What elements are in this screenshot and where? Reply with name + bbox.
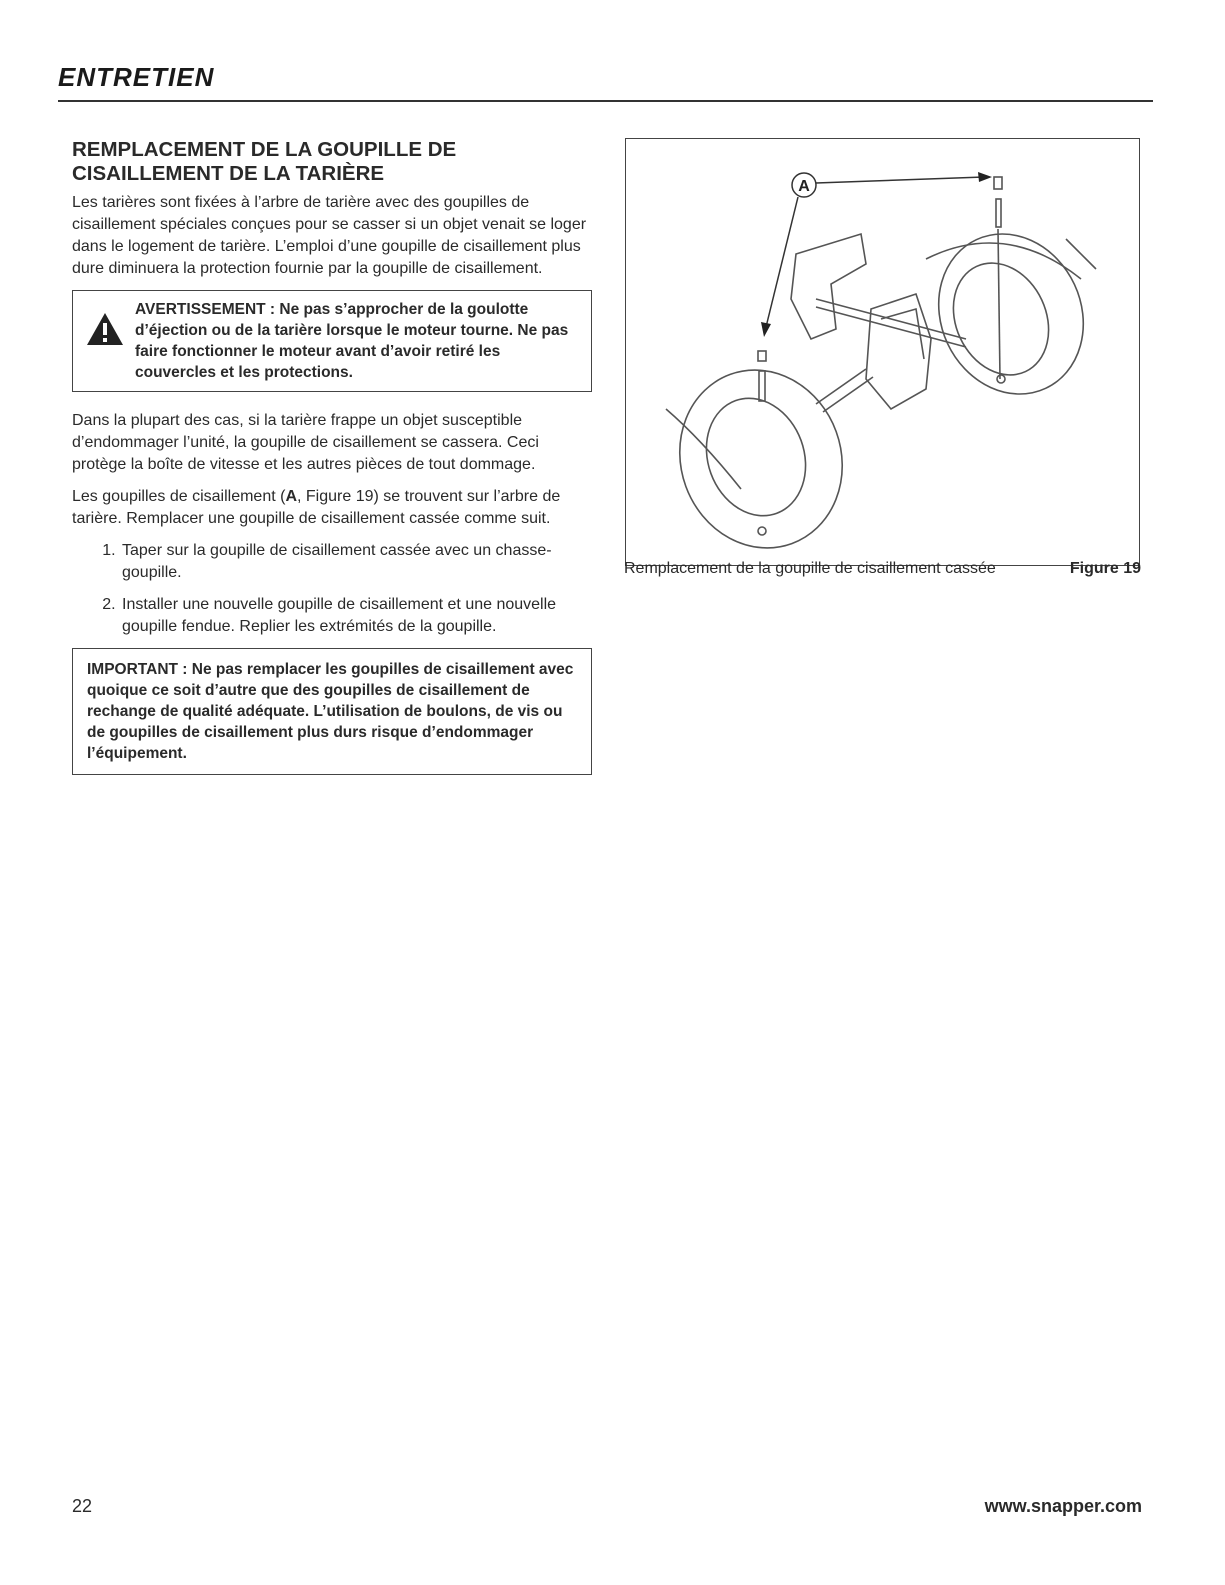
warning-text: AVERTISSEMENT : Ne pas s’approcher de la goulotte d’éjection ou de la tarière lorsque le moteur tourne. Ne pas faire fonctionner le moteur avant d’avoir retiré les couvercles et les protections. xyxy=(135,301,569,381)
website-link[interactable]: www.snapper.com xyxy=(984,1496,1142,1516)
page-number: 22 xyxy=(72,1496,93,1516)
warning-box xyxy=(72,290,592,392)
step-item-1: 1. Taper sur la goupille de cisaillement cassée avec un chasse-goupille. xyxy=(120,540,592,584)
callout-a-reference: A xyxy=(285,488,298,505)
figure-frame xyxy=(625,138,1140,566)
header-rule xyxy=(58,100,1153,102)
callout-a-label: A xyxy=(798,178,810,195)
figure-number: Figure 19 xyxy=(1069,560,1141,577)
paragraph-3-end: , Figure 19) se trouvent sur l’arbre de tarière. Remplacer une goupille de cisaillement cassée comme suit. xyxy=(72,488,561,527)
paragraph-2: Dans la plupart des cas, si la tarière frappe un objet susceptible d’endommager l’unité, la goupille de cisaillement se cassera. Ceci protège la boîte de vitesse et les autres pièces de tout dommage. xyxy=(72,412,539,473)
caption-text: Remplacement de la goupille de cisaillement cassée xyxy=(624,560,996,577)
intro-paragraph: Les tarières sont fixées à l’arbre de tarière avec des goupilles de cisaillement spéciales conçues pour se casser si un objet venait se loger dans le logement de tarière. L’emploi d’une goupille de cisaillement plus dure diminuera la protection fournie par la goupille de cisaillement. xyxy=(72,194,587,277)
warning-triangle-icon xyxy=(85,311,125,347)
paragraph-3 xyxy=(72,486,592,530)
step-item-2: 2. Installer une nouvelle goupille de cisaillement et une nouvelle goupille fendue. Replier les extrémités de la goupille. xyxy=(120,594,592,638)
main-column xyxy=(72,138,592,775)
section-title: ENTRETIEN xyxy=(58,62,215,92)
heading-line-2: CISAILLEMENT DE LA TARIÈRE xyxy=(72,162,385,185)
important-box: IMPORTANT : Ne pas remplacer les goupilles de cisaillement avec quoique ce soit d’autre que des goupilles de cisaillement de rechange de qualité adéquate. L’utilisation de boulons, de vis ou de goupilles de cisaillement plus durs risque d’endommager l’équipement. xyxy=(72,648,592,775)
figure-caption xyxy=(624,559,1141,579)
article-heading xyxy=(72,138,592,186)
paragraph-3-start: Les goupilles de cisaillement ( xyxy=(72,488,286,505)
auger-illustration xyxy=(626,139,1138,564)
heading-line-1: REMPLACEMENT DE LA GOUPILLE DE xyxy=(72,138,457,161)
steps-list xyxy=(72,540,592,638)
